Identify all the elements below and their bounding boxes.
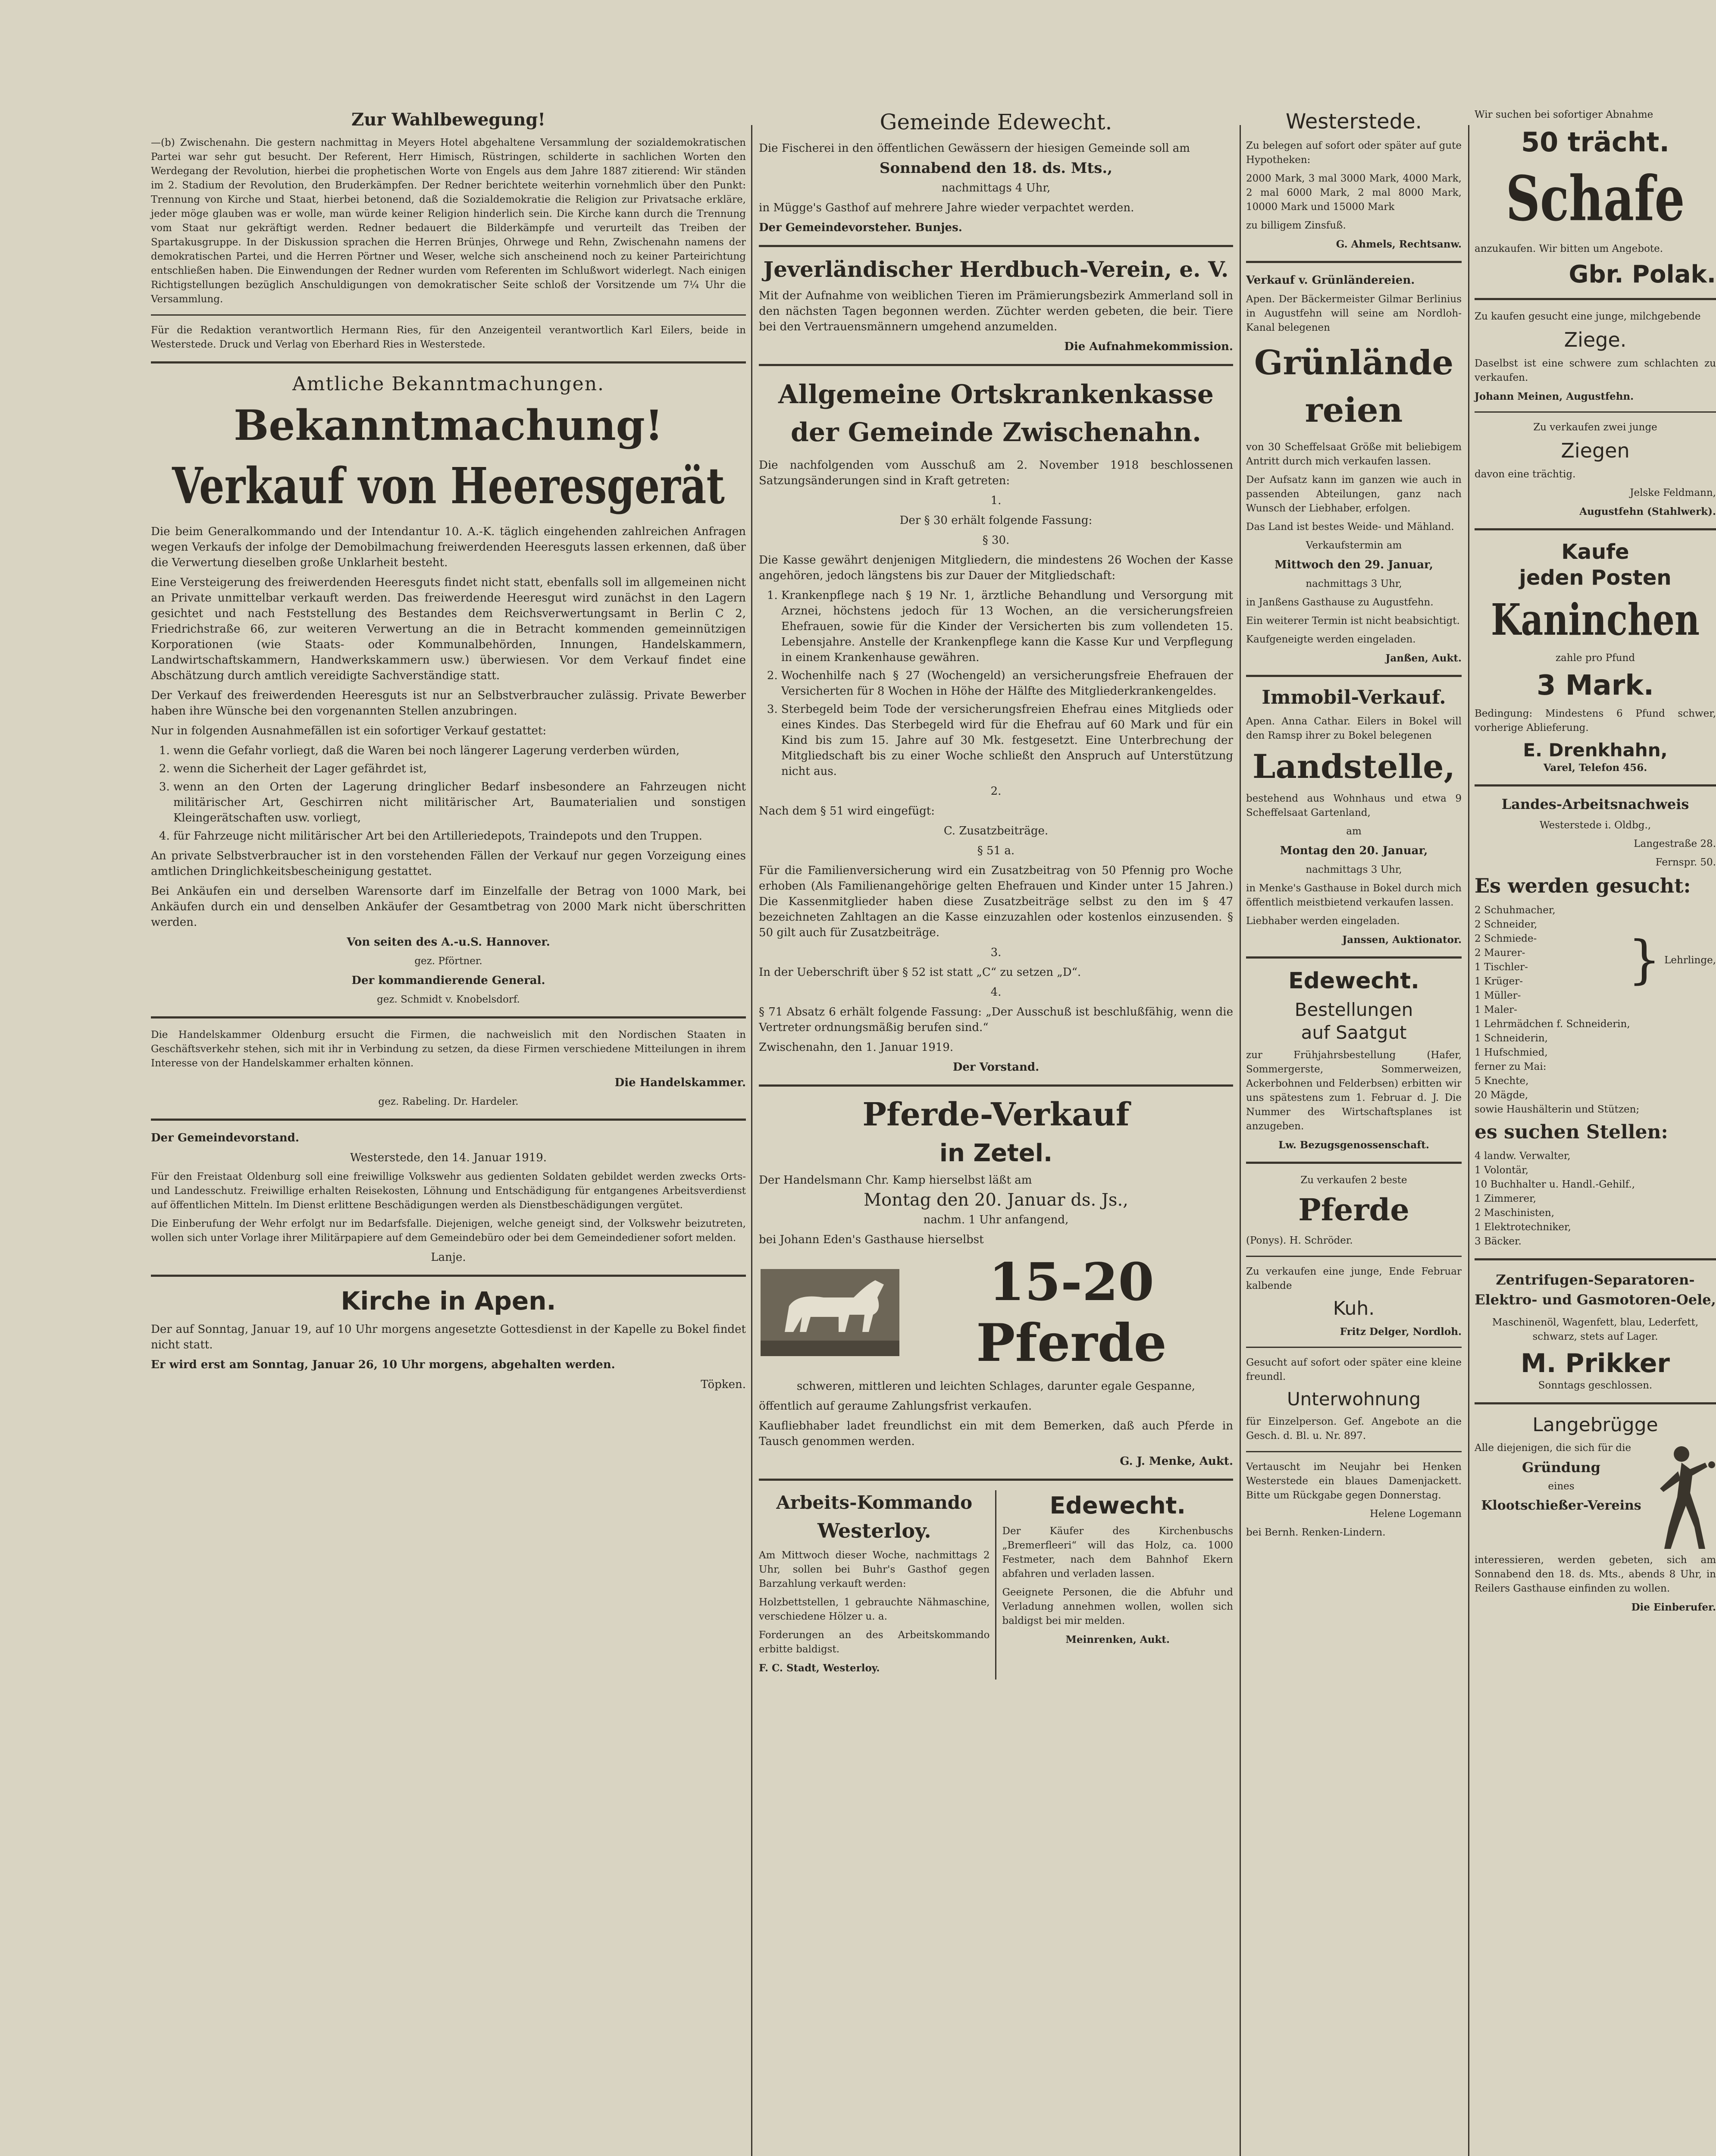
kan-signature: Varel, Telefon 456.: [1543, 762, 1647, 774]
lg-body: [1475, 1441, 1716, 1553]
list-item: 2 Schuhmacher,: [1475, 905, 1556, 916]
divider: [151, 314, 746, 316]
ak-p1: Am Mittwoch dieser Woche, nachmittags 2 Uhr, sollen bei Buhr's Gasthof gegen Barzahlung verkauft werden:: [759, 1550, 990, 1589]
list-item: 1. wenn die Gefahr vorliegt, daß die Waren bei noch längerer Lagerung verderben würden,: [173, 743, 746, 758]
lg-text: [1475, 1441, 1648, 1553]
im-p3: am: [1346, 826, 1362, 837]
divider: [1475, 784, 1716, 787]
kan-p4: Bedingung: Mindestens 6 Pfund schwer, vorherige Ablieferung.: [1475, 708, 1716, 733]
bek-p5: An private Selbstverbraucher ist in den vorstehenden Fällen der Verkauf nur gegen Vorzeigung eines amtlichen Dringlichkeitsbescheinigung gestattet.: [151, 849, 746, 878]
gl-p5: Verkaufstermin am: [1306, 540, 1402, 551]
ed-title: Edewecht.: [1288, 968, 1419, 994]
w-p2: 2000 Mark, 3 mal 3000 Mark, 4000 Mark, 2 mal 6000 Mark, 2 mal 8000 Mark, 10000 Mark und 15000 Mark: [1246, 173, 1462, 213]
list-item: 1 Maler-: [1475, 1004, 1517, 1015]
kan-p3: zahle pro Pfund: [1555, 652, 1635, 664]
sch-big2: Schafe: [1506, 162, 1685, 235]
ak-p2: Holzbettstellen, 1 gebrauchte Nähmaschine, verschiedene Hölzer u. a.: [759, 1597, 990, 1622]
list-item: 2 Schmiede-: [1475, 933, 1537, 944]
lost-signature: Helene Logemann: [1370, 1508, 1462, 1520]
divider: [151, 361, 746, 364]
im-p4: in Menke's Gasthause in Bokel durch mich öffentlich meistbietend verkaufen lassen.: [1246, 883, 1462, 908]
zs-p2: Sonntags geschlossen.: [1538, 1380, 1653, 1391]
im-p5: Liebhaber werden eingeladen.: [1246, 915, 1400, 927]
ed-signature: Lw. Bezugsgenossenschaft.: [1278, 1139, 1429, 1151]
aok-s30: Die Kasse gewährt denjenigen Mitgliedern, die mindestens 26 Wochen der Kasse angehören, jedoch längstens bis zur Dauer der Mitgliedschaft:: [759, 554, 1233, 582]
list-item: 1 Schneiderin,: [1475, 1033, 1548, 1044]
divider: [759, 1479, 1233, 1481]
gl-title: Grünländereien: [1254, 343, 1454, 430]
aok-number: 4.: [990, 986, 1002, 999]
la-lehr: Lehrlinge,: [1664, 954, 1716, 966]
hk-text: Die Handelskammer Oldenburg ersucht die Firmen, die nachweislich mit den Nordischen Staaten in Geschäftsverkehr stehen, sich mit ihr in Verbindung zu setzen, da diese Firmen verschiedene Mitteilungen in ihrem Interesse von der Handelskammer erhalten können.: [151, 1029, 746, 1069]
list-item: 1 Lehrmädchen f. Schneiderin,: [1475, 1018, 1630, 1030]
list-item: 2. Wochenhilfe nach § 27 (Wochengeld) an versicherungsfreie Ehefrauen der Versicherten für 8 Wochen in Höhe der Hälfte des Mitgliederkrankengeldes.: [781, 668, 1233, 699]
zs-title: Zentrifugen-Separatoren-Elektro- und Gasmotoren-Oele,: [1475, 1272, 1716, 1308]
gl-p2: von 30 Scheffelsaat Größe mit beliebigem Antritt durch mich verkaufen lassen.: [1246, 442, 1462, 467]
column-rule: [1240, 125, 1241, 2156]
list-item: 3 Bäcker.: [1475, 1236, 1522, 1247]
bek-signature: gez. Pförtner.: [414, 956, 482, 967]
pd-p1: Zu verkaufen 2 beste: [1300, 1175, 1407, 1186]
uw-p1: Gesucht auf sofort oder später eine kleine freundl.: [1246, 1357, 1462, 1382]
bek-title: Bekanntmachung!: [234, 401, 663, 450]
list-item: 2 Maurer-: [1475, 947, 1525, 959]
bek-signature: gez. Schmidt v. Knobelsdorf.: [377, 994, 520, 1005]
divider: [1246, 956, 1462, 959]
column-rule: [751, 125, 752, 2156]
gl-head: Verkauf v. Grünländereien.: [1246, 274, 1415, 287]
im-date: Montag den 20. Januar,: [1280, 844, 1428, 857]
list-item: 1 Volontär,: [1475, 1165, 1529, 1176]
bek-p3: Der Verkauf des freiwerdenden Heeresguts ist nur an Selbstverbraucher zulässig. Private Bewerber haben ihre Wünsche bei den vorgenannten Stellen anzubringen.: [151, 689, 746, 718]
jhv-signature: Die Aufnahmekommission.: [1064, 340, 1233, 353]
aok-s52: In der Ueberschrift über § 52 ist statt „C“ zu setzen „D“.: [759, 966, 1081, 979]
sch-signature: Gbr. Polak.: [1569, 260, 1716, 288]
jhv-p: Mit der Aufnahme von weiblichen Tieren im Prämierungsbezirk Ammerland soll in den nächsten Tagen begonnen werden. Züchter werden gebeten, die beir. Tiere bei den Vertrauensmännern umgehend anzumelden.: [759, 289, 1233, 333]
column-rule: [1468, 125, 1469, 2156]
im-time: nachmittags 3 Uhr,: [1306, 864, 1402, 875]
zg1-big: Ziege.: [1564, 328, 1627, 351]
amtliche-heading: Amtliche Bekanntmachungen.: [292, 373, 605, 395]
bek-list: [151, 743, 746, 844]
bottom-box: [759, 1490, 1233, 1680]
list-item: 2 Schneider,: [1475, 919, 1538, 930]
ed2-signature: Meinrenken, Aukt.: [1065, 1634, 1170, 1645]
pf-signature: G. J. Menke, Aukt.: [1120, 1455, 1233, 1468]
pf-p5: Kaufliebhaber ladet freundlichst ein mit dem Bemerken, daß auch Pferde in Tausch genommen werden.: [759, 1420, 1233, 1448]
w-title: Westerstede.: [1286, 110, 1422, 134]
pf-time: nachm. 1 Uhr anfangend,: [923, 1213, 1069, 1226]
gl-p1: Apen. Der Bäckermeister Gilmar Berlinius in Augustfehn will seine am Nordloh-Kanal belegenen: [1246, 294, 1462, 333]
gl-p4: Das Land ist bestes Weide- und Mähland.: [1246, 521, 1454, 533]
pf-count-row: [759, 1252, 1233, 1373]
la-p4: ferner zu Mai:: [1475, 1061, 1547, 1072]
im-big: Landstelle,: [1253, 747, 1455, 786]
column-2: [759, 108, 1233, 1680]
aok-date: Zwischenahn, den 1. Januar 1919.: [759, 1041, 954, 1054]
aok-title: Allgemeine Ortskrankenkasse der Gemeinde Zwischenahn.: [778, 379, 1214, 448]
la-title: Landes-Arbeitsnachweis: [1501, 796, 1689, 812]
impressum: Für die Redaktion verantwortlich Hermann Ries, für den Anzeigenteil verantwortlich Karl Eilers, beide in Westerstede. Druck und Verlag von Eberhard Ries in Westerstede.: [151, 325, 746, 350]
kirche-p2: Er wird erst am Sonntag, Januar 26, 10 Uhr morgens, abgehalten werden.: [151, 1358, 615, 1371]
zg1-signature: Johann Meinen, Augustfehn.: [1475, 391, 1634, 402]
ed2-p2: Geeignete Personen, die die Abfuhr und Verladung annehmen wollen, wollen sich baldigst bei mir melden.: [1002, 1587, 1233, 1626]
kuh-p1: Zu verkaufen eine junge, Ende Februar kalbende: [1246, 1266, 1462, 1291]
divider: [1475, 411, 1716, 413]
zg2-big: Ziegen: [1561, 439, 1630, 462]
ed2-title: Edewecht.: [1049, 1492, 1186, 1519]
list-item: 10 Buchhalter u. Handl.-Gehilf.,: [1475, 1179, 1635, 1190]
gl-signature: Janßen, Aukt.: [1385, 652, 1462, 664]
column-3: [1246, 108, 1462, 1544]
bek-signature: Der kommandierende General.: [351, 974, 545, 987]
w-p3: zu billigem Zinsfuß.: [1246, 220, 1346, 231]
lost-p1: Vertauscht im Neujahr bei Henken Westerstede ein blaues Damenjackett. Bitte um Rückgabe gegen Donnerstag.: [1246, 1461, 1462, 1501]
la-h1: Es werden gesucht:: [1475, 874, 1691, 897]
gl-p8: Kaufgeneigte werden eingeladen.: [1246, 634, 1416, 645]
kuh-signature: Fritz Delger, Nordloh.: [1340, 1326, 1462, 1338]
la-p2: Langestraße 28.: [1634, 838, 1716, 849]
list-item: 2. wenn die Sicherheit der Lager gefährdet ist,: [173, 761, 746, 777]
gv-date: Westerstede, den 14. Januar 1919.: [350, 1151, 547, 1164]
lg-title: Langebrügge: [1532, 1414, 1658, 1436]
divider: [1246, 1451, 1462, 1452]
kan-price: 3 Mark.: [1536, 670, 1654, 702]
list-item: 1 Krüger-: [1475, 976, 1523, 987]
gv-head: Der Gemeindevorstand.: [151, 1131, 299, 1144]
kirche-signature: Töpken.: [701, 1378, 746, 1391]
kan-big: Kaninchen: [1491, 594, 1700, 645]
pd-p2: (Ponys). H. Schröder.: [1246, 1235, 1353, 1246]
verkauf-title: Verkauf von Heeresgerät: [172, 457, 725, 515]
zg1-p1: Zu kaufen gesucht eine junge, milchgebende: [1475, 311, 1701, 322]
divider: [1475, 1258, 1716, 1260]
divider: [759, 364, 1233, 366]
kirche-p1: Der auf Sonntag, Januar 19, auf 10 Uhr morgens angesetzte Gottesdienst in der Kapelle zu Bokel findet nicht statt.: [151, 1323, 746, 1351]
ak-signature: F. C. Stadt, Westerloy.: [759, 1662, 880, 1674]
lg-signature: Die Einberufer.: [1631, 1601, 1716, 1613]
lg-p1: Alle diejenigen, die sich für die: [1475, 1442, 1631, 1454]
divider: [1246, 1162, 1462, 1164]
brace-icon: }: [1628, 930, 1661, 990]
la-p1: Westerstede i. Oldbg.,: [1539, 820, 1651, 831]
im-signature: Janssen, Auktionator.: [1342, 934, 1462, 946]
ed-p1: zur Frühjahrsbestellung (Hafer, Sommergerste, Sommerweizen, Ackerbohnen und Felderbsen) erbitten wir uns spätestens zum 1. Februar d. J. Die Nummer des Wirtschaftsplanes ist anzugeben.: [1246, 1050, 1462, 1132]
aok-s51: § 51 a.: [977, 844, 1015, 857]
aok-number: 3.: [990, 946, 1002, 959]
lg-big2: Klootschießer-Vereins: [1481, 1498, 1641, 1513]
pf-title: Pferde-Verkauf: [862, 1096, 1130, 1133]
im-p2: bestehend aus Wohnhaus und etwa 9 Scheffelsaat Gartenland,: [1246, 793, 1462, 818]
hk-signature: gez. Rabeling. Dr. Hardeler.: [378, 1096, 519, 1107]
uw-p2: für Einzelperson. Gef. Angebote an die Gesch. d. Bl. u. Nr. 897.: [1246, 1416, 1462, 1442]
lg-big1: Gründung: [1522, 1459, 1600, 1476]
zg2-p1: Zu verkaufen zwei junge: [1533, 422, 1657, 433]
kan-p1: Kaufe: [1561, 540, 1629, 564]
ed-big: Bestellungen: [1294, 999, 1413, 1020]
bek-p4: Nur in folgenden Ausnahmefällen ist ein sofortiger Verkauf gestattet:: [151, 724, 547, 737]
aok-s51: Für die Familienversicherung wird ein Zusatzbeitrag von 50 Pfennig pro Woche erhoben (Als Familienangehörige gelten Ehefrauen und Kinder unter 15 Jahren.) Die Kassenmitglieder haben diese Zusatzbeiträge selbst zu den im § 47 bezeichneten Zahltagen an die Kasse einzuzahlen oder kostenlos einzusenden. § 50 gilt auch für Zusatzbeiträge.: [759, 864, 1233, 939]
ed2-p1: Der Käufer des Kirchenbuschs „Bremerfleeri“ will das Holz, ca. 1000 Festmeter, nach dem Bahnhof Ekern abfahren und verladen lassen.: [1002, 1526, 1233, 1579]
uw-big: Unterwohnung: [1287, 1388, 1421, 1410]
list-item: 1 Hufschmied,: [1475, 1047, 1548, 1058]
zg2-p2: davon eine trächtig.: [1475, 469, 1576, 480]
lg-p2: eines: [1548, 1481, 1575, 1492]
list-item: 4 landw. Verwalter,: [1475, 1150, 1571, 1162]
pf-p1: Der Handelsmann Chr. Kamp hierselbst läßt am: [759, 1174, 1032, 1187]
divider: [759, 1084, 1233, 1087]
divider: [1246, 261, 1462, 263]
list-item: 1 Elektrotechniker,: [1475, 1222, 1571, 1233]
aok-signature: Der Vorstand.: [952, 1061, 1040, 1074]
aok-s51: Nach dem § 51 wird eingefügt:: [759, 805, 935, 818]
list-item: 2 Maschinisten,: [1475, 1207, 1555, 1219]
gv-p1: Für den Freistaat Oldenburg soll eine freiwillige Volkswehr aus gedienten Soldaten gebildet werden zwecks Orts- und Landesschutz. Freiwillige erhalten Reisekosten, Löhnung und Entschädigung für entgangenes Arbeitsverdienst auf öffentlichen Mitteln. Im Dienst erlittene Beschädigungen werden als Dienstbeschädigungen vergütet.: [151, 1171, 746, 1211]
divider: [1246, 1347, 1462, 1348]
la-h2: es suchen Stellen:: [1475, 1121, 1668, 1143]
kirche-title: Kirche in Apen.: [341, 1286, 556, 1316]
column-4: [1475, 108, 1716, 1619]
pf-count: 15-20 Pferde: [976, 1252, 1167, 1373]
jhv-title: Jeverländischer Herdbuch-Verein, e. V.: [763, 257, 1229, 282]
divider: [1246, 675, 1462, 677]
newspaper-page: [125, 108, 1716, 2156]
bek-signature: Von seiten des A.-u.S. Hannover.: [347, 936, 550, 949]
sch-p1: Wir suchen bei sofortiger Abnahme: [1475, 109, 1653, 120]
pf-p3: schweren, mittleren und leichten Schlages, darunter egale Gespanne,: [796, 1380, 1196, 1393]
sch-big1: 50 trächt.: [1521, 126, 1669, 158]
kuh-big: Kuh.: [1333, 1297, 1375, 1319]
bek-p2: Eine Versteigerung des freiwerdenden Heeresguts findet nicht statt, ebenfalls soll im allgemeinen nicht an Private unmittelbar verkauft werden. Das freiwerdende Heeresgut wird zunächst in den Lagern gesichtet und nach Feststellung des Bestandes dem Reichsverwertungsamt in Berlin C 2, Friedrichstraße 66, zur weiteren Verwertung an die in Betracht kommenden gemeinnützigen Korporationen (wie Staats- oder Kommunalbehörden, Innungen, Handelskammern, Landwirtschaftskammern, Handwerkskammern usw.) überwiesen. Vor dem Verkauf findet eine Abschätzung durch amtlich vereidigte Sachverständige statt.: [151, 576, 746, 682]
aok-s30: § 30.: [982, 534, 1010, 547]
bek-p6: Bei Ankäufen ein und derselben Warensorte darf im Einzelfalle der Betrag von 1000 Mark, bei Ankäufen durch ein und denselben Ankäufer der Gesamtbetrag von 2000 Mark nicht überschritten werden.: [151, 885, 746, 929]
ed2-ad: [1002, 1490, 1234, 1680]
zg2-signature: Jelske Feldmann,: [1630, 487, 1716, 498]
lost-signature: bei Bernh. Renken-Lindern.: [1246, 1527, 1386, 1538]
aok-s51: C. Zusatzbeiträge.: [943, 824, 1049, 837]
pf-place: in Zetel.: [939, 1139, 1053, 1167]
ak-ad: [759, 1490, 996, 1680]
bek-p1: Die beim Generalkommando und der Intendantur 10. A.-K. täglich eingehenden zahlreichen Anfragen wegen Verkaufs der infolge der Demobilmachung freiwerdenden Heeresguts lassen erkennen, daß über die Verwertung dieselben große Unklarheit besteht.: [151, 525, 746, 569]
sch-p2: anzukaufen. Wir bitten um Angebote.: [1475, 243, 1663, 254]
im-p1: Apen. Anna Cathar. Eilers in Bokel will den Ramsp ihrer zu Bokel belegenen: [1246, 716, 1462, 741]
gl-p6: in Janßens Gasthause zu Augustfehn.: [1246, 597, 1434, 608]
gv-signature: Lanje.: [431, 1251, 466, 1264]
w-p1: Zu belegen auf sofort oder später auf gute Hypotheken:: [1246, 140, 1462, 166]
la-p3: Fernspr. 50.: [1655, 857, 1716, 868]
aok-number: 2.: [990, 785, 1002, 798]
list-item: 3. wenn an den Orten der Lagerung dringlicher Bedarf insbesondere an Fahrzeugen nicht militärischer Art, Geschirren nicht militärischer Art, Baumaterialien und sonstigen Kleingerätschaften usw. vorliegt,: [173, 779, 746, 826]
list-item: 1. Krankenpflege nach § 19 Nr. 1, ärztliche Behandlung und Versorgung mit Arznei, höchstens jedoch für 13 Wochen, an die versicherungsfreien Ehefrauen, sowie für die Kinder der Versicherten bis zum vollendeten 15. Lebensjahre. Anstelle der Krankenpflege kann die Kasse Kur und Verpflegung in einem Krankenhause gewähren.: [781, 588, 1233, 665]
im-title: Immobil-Verkauf.: [1262, 686, 1446, 708]
pf-date: Montag den 20. Januar ds. Js.,: [864, 1190, 1128, 1210]
aok-s30: Der § 30 erhält folgende Fassung:: [899, 514, 1093, 527]
divider: [759, 245, 1233, 247]
divider: [151, 1275, 746, 1277]
list-item: 20 Mägde,: [1475, 1090, 1528, 1101]
lg-p3: interessieren, werden gebeten, sich am Sonnabend den 18. ds. Mts., abends 8 Uhr, in Reilers Gasthause einfinden zu wollen.: [1475, 1554, 1716, 1594]
pd-big: Pferde: [1298, 1192, 1409, 1228]
la-list-wrap: [1475, 903, 1716, 1017]
ge-p2: in Mügge's Gasthof auf mehrere Jahre wieder verpachtet werden.: [759, 201, 1134, 214]
list-item: 3. Sterbegeld beim Tode der versicherungsfreien Ehefrau eines Mitglieds oder eines Kindes. Das Sterbegeld wird für die Ehefrau auf 60 Mark und für ein Kind bis zum 15. Jahre auf 30 Mk. festgesetzt. Eine Unterbrechung der Mitgliedschaft bis zu einer Woche schließt den Anspruch auf Unterstützung nicht aus.: [781, 702, 1233, 779]
hk-signature: Die Handelskammer.: [614, 1076, 746, 1089]
ge-title: Gemeinde Edewecht.: [880, 110, 1112, 135]
zg2-signature: Augustfehn (Stahlwerk).: [1579, 506, 1716, 517]
ge-time: nachmittags 4 Uhr,: [941, 182, 1051, 194]
kan-signature: E. Drenkhahn,: [1523, 740, 1668, 761]
gl-p7: Ein weiterer Termin ist nicht beabsichtigt.: [1246, 615, 1460, 627]
column-1: [151, 108, 746, 1397]
zs-signature: M. Prikker: [1521, 1348, 1670, 1379]
divider: [151, 1016, 746, 1018]
list-item: 1 Tischler-: [1475, 962, 1528, 973]
gl-p3: Der Aufsatz kann im ganzen wie auch in passenden Abteilungen, ganz nach Wunsch der Liebhaber, erfolgen.: [1246, 474, 1462, 514]
divider: [1246, 1256, 1462, 1257]
pf-p2: bei Johann Eden's Gasthause hierselbst: [759, 1233, 984, 1246]
aok-intro: Die nachfolgenden vom Ausschuß am 2. November 1918 beschlossenen Satzungsänderungen sind in Kraft getreten:: [759, 459, 1233, 487]
divider: [1475, 1402, 1716, 1404]
zg1-p2: Daselbst ist eine schwere zum schlachten zu verkaufen.: [1475, 358, 1716, 383]
list-item: 4. für Fahrzeuge nicht militärischer Art bei den Artilleriedepots, Traindepots und den Truppen.: [173, 828, 746, 844]
gl-date: Mittwoch den 29. Januar,: [1274, 558, 1433, 571]
aok-s71: § 71 Absatz 6 erhält folgende Fassung: „Der Ausschuß ist beschlußfähig, wenn die Vertreter ordnungsmäßig berufen sind.“: [759, 1006, 1233, 1034]
w-signature: G. Ahmels, Rechtsanw.: [1336, 238, 1462, 250]
divider: [1475, 528, 1716, 530]
ed-big: auf Saatgut: [1301, 1022, 1407, 1043]
ge-signature: Der Gemeindevorsteher. Bunjes.: [759, 221, 962, 234]
list-item: 1 Zimmerer,: [1475, 1193, 1536, 1204]
la-p5: sowie Haushälterin und Stützen;: [1475, 1104, 1640, 1115]
ge-p1: Die Fischerei in den öffentlichen Gewässern der hiesigen Gemeinde soll am: [759, 142, 1190, 155]
zs-p1: Maschinenöl, Wagenfett, blau, Lederfett, schwarz, stets auf Lager.: [1492, 1317, 1699, 1342]
la-list1: [1475, 903, 1628, 1017]
ak-p3: Forderungen an des Arbeitskommando erbitte baldigst.: [759, 1630, 990, 1655]
list-item: 1 Müller-: [1475, 990, 1521, 1001]
klootschiesser-figure-icon: [1651, 1441, 1716, 1553]
divider: [151, 1119, 746, 1121]
horse-icon: [759, 1267, 901, 1358]
ge-date: Sonnabend den 18. ds. Mts.,: [879, 160, 1113, 177]
kan-p2: jeden Posten: [1519, 566, 1672, 590]
wahl-text: —(b) Zwischenahn. Die gestern nachmittag in Meyers Hotel abgehaltene Versammlung der sozialdemokratischen Partei war sehr gut besucht. Der Referent, Herr Himisch, Rüstringen, schilderte in sachlichen Worten den Werdegang der Revolution, hierbei die prophetischen Worte von Engels aus dem Jahre 1887 zitierend: Wir ständen im 2. Stadium der Revolution, den Bruderkämpfen. Der Redner berichtete weiterhin vornehmlich über den Punkt: Trennung von Kirche und Staat, hierbei betonend, daß die Sozialdemokratie die Religion zur Privatsache erkläre, jeder möge glauben was er wolle, man würde keiner Religion hinderlich sein. Die Kirche kann durch die Trennung vom Staat nur gekräftigt werden. Redner bedauert die Bilderkämpfe und verurteilt das Treiben der Spartakusgruppe. In der Diskussion sprachen die Herren Brünjes, Ohrwege und Rehn, Zwischenahn namens der demokratischen Partei, und die Herren Pörtner und Weser, welche sich anscheinend noch zu keiner Parteirichtung entschließen haben. Die Einwendungen der Redner wurden vom Referenten im Schlußwort widerlegt. Nach einigen Richtigstellungen bezüglich Anschuldigungen von demokratischer Seite schloß der Vorsitzende um 7¼ Uhr die Versammlung.: [151, 137, 746, 305]
ak-title: Westerloy.: [817, 1519, 931, 1542]
gl-time: nachmittags 3 Uhr,: [1306, 578, 1402, 589]
wahl-title: Zur Wahlbewegung!: [351, 110, 545, 130]
aok-list: [759, 588, 1233, 779]
pf-p4: öffentlich auf geraume Zahlungsfrist verkaufen.: [759, 1400, 1032, 1413]
ak-title: Arbeits-Kommando: [776, 1492, 973, 1513]
divider: [1475, 298, 1716, 300]
aok-number: 1.: [990, 494, 1002, 507]
list-item: 5 Knechte,: [1475, 1075, 1529, 1087]
gv-p2: Die Einberufung der Wehr erfolgt nur im Bedarfsfalle. Diejenigen, welche geneigt sind, der Volkswehr beizutreten, wollen sich unter Vorlage ihrer Militärpapiere auf dem Gemeindebüro oder bei dem Gemeindediener sofort melden.: [151, 1218, 746, 1244]
